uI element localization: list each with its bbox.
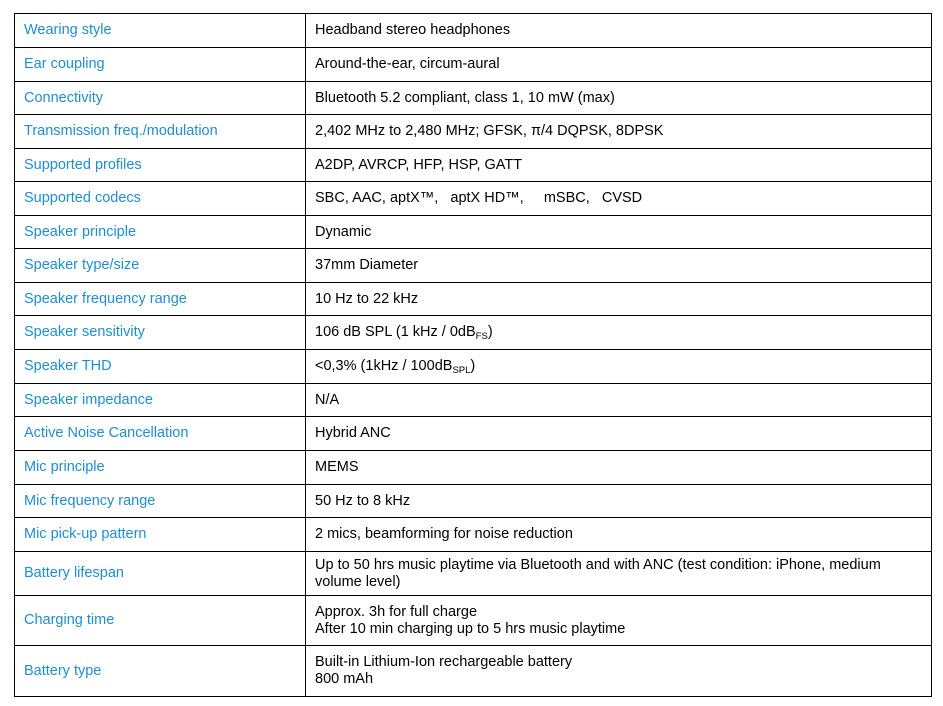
spec-value bbox=[306, 316, 932, 350]
spec-value: Around-the-ear, circum-aural bbox=[306, 48, 932, 82]
spec-value bbox=[306, 646, 932, 697]
table-row bbox=[15, 82, 932, 115]
spec-value: N/A bbox=[306, 384, 932, 417]
spec-value-line: Built-in Lithium-Ion rechargeable battery bbox=[315, 654, 573, 670]
spec-label: Speaker THD bbox=[15, 350, 306, 384]
spec-value: Bluetooth 5.2 compliant, class 1, 10 mW (max) bbox=[306, 82, 932, 115]
table-row bbox=[15, 646, 932, 697]
spec-label: Speaker frequency range bbox=[15, 283, 306, 316]
spec-label: Wearing style bbox=[15, 14, 306, 48]
spec-label: Supported profiles bbox=[15, 149, 306, 182]
spec-value-line: Approx. 3h for full charge bbox=[315, 603, 478, 620]
spec-label: Speaker sensitivity bbox=[15, 316, 306, 350]
table-row bbox=[15, 14, 932, 48]
spec-label: Transmission freq./modulation bbox=[15, 115, 306, 149]
table-row bbox=[15, 283, 932, 316]
spec-label: Mic principle bbox=[15, 451, 306, 485]
spec-value-suffix: ) bbox=[487, 324, 493, 340]
spec-value bbox=[306, 350, 932, 384]
spec-value: Dynamic bbox=[306, 216, 932, 249]
table-row bbox=[15, 216, 932, 249]
spec-value-text: 106 dB SPL (1 kHz / 0dB bbox=[315, 324, 476, 340]
spec-value: Hybrid ANC bbox=[306, 417, 932, 451]
spec-table bbox=[14, 13, 932, 697]
table-row bbox=[15, 485, 932, 518]
table-row bbox=[15, 552, 932, 596]
spec-value: 10 Hz to 22 kHz bbox=[306, 283, 932, 316]
spec-label: Battery lifespan bbox=[15, 552, 306, 596]
spec-label: Active Noise Cancellation bbox=[15, 417, 306, 451]
table-row bbox=[15, 384, 932, 417]
spec-value-subscript: SPL bbox=[452, 365, 471, 376]
spec-value: 37mm Diameter bbox=[306, 249, 932, 283]
spec-label: Speaker principle bbox=[15, 216, 306, 249]
spec-label: Ear coupling bbox=[15, 48, 306, 82]
spec-value: 2 mics, beamforming for noise reduction bbox=[306, 518, 932, 552]
table-row bbox=[15, 316, 932, 350]
spec-label: Speaker impedance bbox=[15, 384, 306, 417]
spec-value-subscript: FS bbox=[475, 331, 488, 342]
spec-value-suffix: ) bbox=[470, 358, 476, 374]
table-row bbox=[15, 48, 932, 82]
table-row bbox=[15, 249, 932, 283]
table-row bbox=[15, 417, 932, 451]
spec-label: Supported codecs bbox=[15, 182, 306, 216]
table-row bbox=[15, 182, 932, 216]
spec-label: Mic frequency range bbox=[15, 485, 306, 518]
table-row bbox=[15, 451, 932, 485]
spec-label: Connectivity bbox=[15, 82, 306, 115]
table-row bbox=[15, 115, 932, 149]
spec-value-text: <0,3% (1kHz / 100dB bbox=[315, 358, 453, 374]
spec-value: A2DP, AVRCP, HFP, HSP, GATT bbox=[306, 149, 932, 182]
spec-value: Up to 50 hrs music playtime via Bluetooth and with ANC (test condition: iPhone, medium volume level) bbox=[306, 552, 932, 596]
table-row bbox=[15, 149, 932, 182]
table-row bbox=[15, 518, 932, 552]
spec-value-line: 800 mAh bbox=[315, 671, 374, 687]
spec-value: Headband stereo headphones bbox=[306, 14, 932, 48]
spec-label: Mic pick-up pattern bbox=[15, 518, 306, 552]
table-row bbox=[15, 350, 932, 384]
spec-value: SBC, AAC, aptX™, aptX HD™, mSBC, CVSD bbox=[306, 182, 932, 216]
spec-value: MEMS bbox=[306, 451, 932, 485]
spec-label: Speaker type/size bbox=[15, 249, 306, 283]
spec-value bbox=[306, 596, 932, 646]
table-row bbox=[15, 596, 932, 646]
spec-value: 50 Hz to 8 kHz bbox=[306, 485, 932, 518]
spec-label: Battery type bbox=[15, 646, 306, 697]
spec-label: Charging time bbox=[15, 596, 306, 646]
spec-value: 2,402 MHz to 2,480 MHz; GFSK, π/4 DQPSK, 8DPSK bbox=[306, 115, 932, 149]
spec-value-line: After 10 min charging up to 5 hrs music playtime bbox=[315, 620, 626, 637]
